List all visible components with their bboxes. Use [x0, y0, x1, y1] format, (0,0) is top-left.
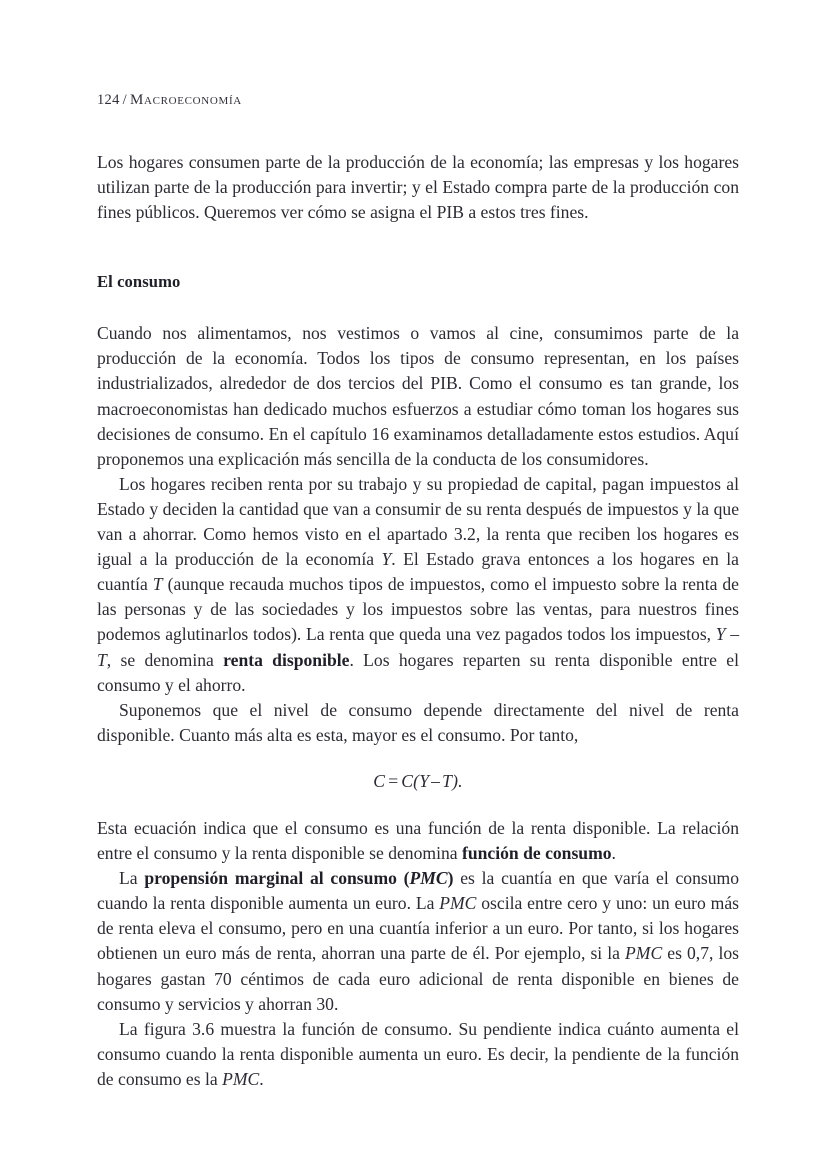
text-fragment: (aunque recauda muchos tipos de impuestos, como el impuesto sobre la renta de las personas y de las sociedades y los impuestos sobre las ventas, para nuestros fines podemos aglutinarlos todos). La renta que queda una vez pagados todos los impuestos,	[97, 574, 739, 645]
text-fragment: La figura 3.6 muestra la función de consumo. Su pendiente indica cuánto aumenta el consumo cuando la renta disponible aumenta un euro. Es decir, la pendiente de la función de consumo es la	[97, 1018, 739, 1089]
running-head-book-title: Macroeconomía	[129, 92, 242, 108]
text-fragment: oscila entre cero y uno: un euro más de renta eleva el consumo, pero en una cuantía inferior a un euro. Por tanto, si los hogares obtienen un euro más de renta, ahorran una parte de él. Por ejemplo, si la	[97, 893, 740, 964]
spacer	[97, 293, 739, 321]
bold-term-renta-disponible: renta disponible	[223, 649, 350, 670]
equation-equals-sign: =	[387, 770, 400, 791]
spacer	[97, 225, 739, 271]
paragraph-propension-marginal	[97, 866, 739, 1017]
running-head-separator: /	[122, 92, 127, 108]
italic-abbrev-pmc: PMC	[409, 868, 448, 889]
text-fragment: . Los hogares reparten su renta disponible entre el consumo y el ahorro.	[97, 649, 739, 695]
bold-paren-close: )	[447, 868, 454, 889]
equation-close-paren: )	[452, 770, 459, 791]
italic-abbrev-pmc-2: PMC	[625, 943, 663, 964]
paragraph-nivel-consumo: Suponemos que el nivel de consumo depende directamente del nivel de renta disponible. Cuanto más alta es esta, mayor es el consumo. Por tanto,	[97, 699, 739, 745]
bold-term-funcion-de-consumo: función de consumo	[461, 843, 612, 864]
italic-variable-y: Y	[381, 549, 392, 570]
text-fragment: es 0,7, los hogares gastan 70 céntimos de cada euro adicional de renta disponible en bienes de consumo y servicios y ahorran 30.	[97, 943, 739, 1014]
text-fragment: Esta ecuación indica que el consumo es una función de la renta disponible. La relación entre el consumo y la renta disponible se denomina	[97, 817, 739, 864]
equation-consumption-function	[97, 769, 739, 794]
equation-lhs: C	[373, 770, 386, 791]
text-fragment: La	[119, 868, 145, 889]
equation-minus-sign: –	[431, 770, 441, 791]
running-head	[97, 92, 739, 109]
equation-open-paren: (	[413, 770, 420, 791]
text-fragment: , se denomina	[106, 649, 224, 670]
page-folio-number: 124	[97, 92, 120, 108]
equation-period: .	[458, 770, 463, 791]
spacer	[97, 748, 739, 769]
text-fragment: Los hogares reciben renta por su trabajo y su propiedad de capital, pagan impuestos al Estado y deciden la cantidad que van a consumir de su renta después de impuestos y la que van a ahorrar. Como hemos visto en el apartado 3.2, la renta que reciben los hogares es igual a la producción de la economía	[97, 473, 739, 570]
paragraph-consumo-intro: Cuando nos alimentamos, nos vestimos o vamos al cine, consumimos parte de la producción de la economía. Todos los tipos de consumo representan, en los países industrializados, alrededor de dos tercios del PIB. Como el consumo es tan grande, los macroeconomistas han dedicado muchos esfuerzos a estudiar cómo toman los hogares sus decisiones de consumo. En el capítulo 16 examinamos detalladamente estos estudios. Aquí proponemos una explicación más sencilla de la conducta de los consumidores.	[97, 323, 739, 469]
equation-variable-y: Y	[419, 770, 430, 791]
italic-abbrev-pmc-3: PMC	[222, 1068, 260, 1089]
text-fragment: . El Estado grava entonces a los hogares en la cuantía	[97, 549, 739, 595]
text-fragment: es la cuantía en que varía el consumo cuando la renta disponible aumenta un euro. La	[97, 868, 740, 914]
text-fragment: .	[259, 1068, 264, 1089]
page-content	[97, 92, 739, 1092]
paragraph-funcion-de-consumo	[97, 816, 739, 866]
equation-variable-t: T	[442, 770, 453, 791]
bold-term-propension-marginal: propensión marginal al consumo (	[144, 868, 410, 889]
italic-expression-y-minus-t: Y – T	[97, 624, 739, 670]
italic-variable-t: T	[152, 574, 163, 595]
equation-rhs-function: C	[401, 770, 414, 791]
section-heading-el-consumo: El consumo	[97, 272, 181, 292]
text-fragment: .	[611, 843, 616, 864]
paragraph-renta-disponible	[97, 472, 739, 698]
paragraph-figura-3-6	[97, 1017, 739, 1092]
spacer	[97, 794, 739, 816]
italic-abbrev-pmc-1: PMC	[439, 893, 477, 914]
intro-paragraph: Los hogares consumen parte de la producción de la economía; las empresas y los hogares utilizan parte de la producción para invertir; y el Estado compra parte de la producción con fines públicos. Queremos ver cómo se asigna el PIB a estos tres fines.	[97, 152, 739, 223]
bold-italic-abbrev-pmc	[410, 868, 448, 888]
